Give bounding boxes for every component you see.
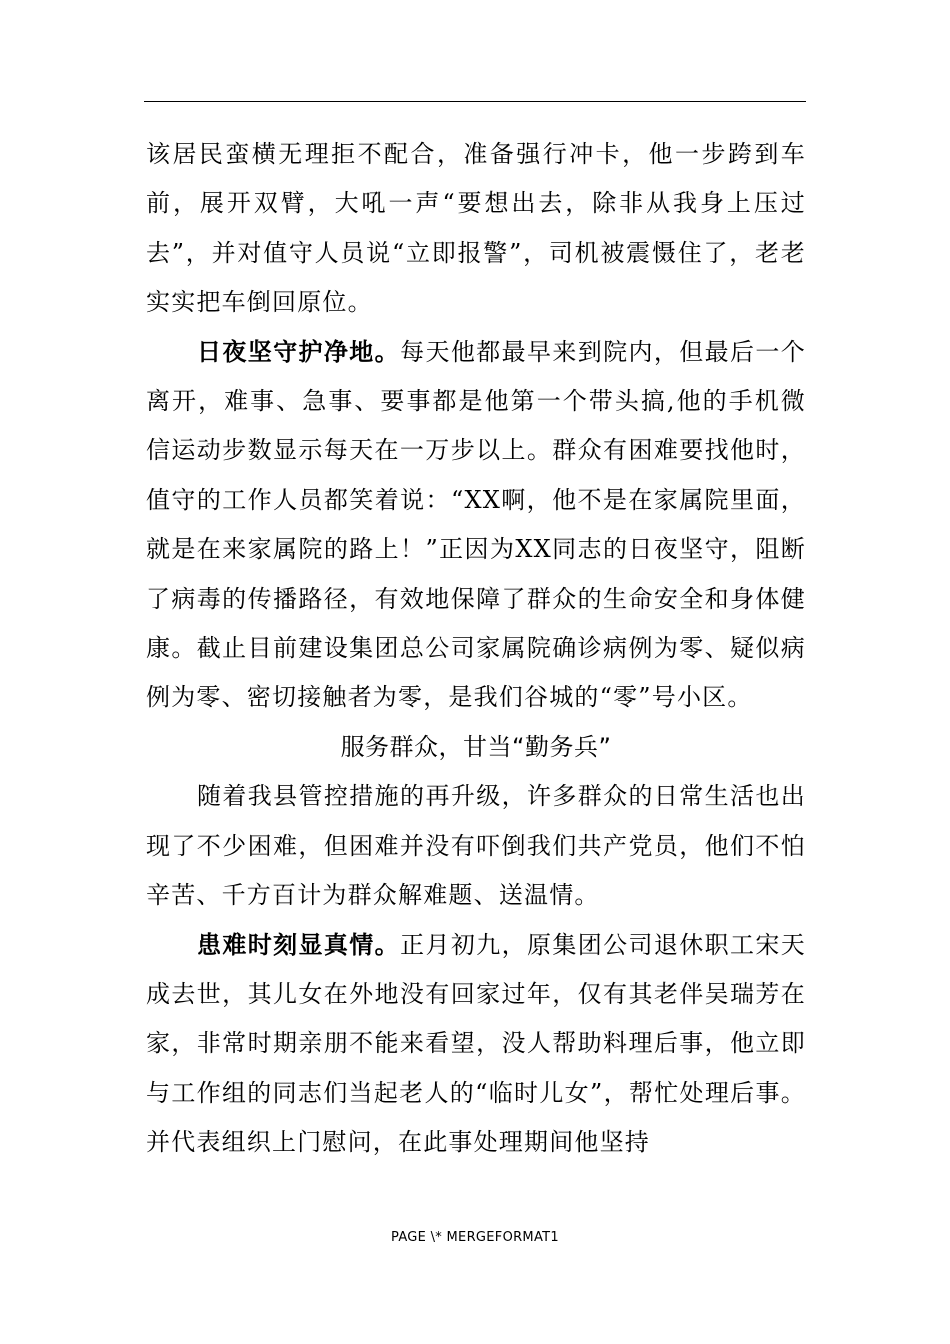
paragraph-1	[146, 130, 806, 328]
section-heading: 服务群众，甘当“勤务兵”	[340, 732, 612, 761]
page-footer: PAGE \* MERGEFORMAT1	[391, 1230, 559, 1245]
paragraph-2-lead: 日夜坚守护净地。	[197, 337, 401, 366]
paragraph-2-text: 每天他都最早来到院内，但最后一个离开，难事、急事、要事都是他第一个带头搞,他的手机微信运动步数显示每天在一万步以上。群众有困难要找他时，值守的工作人员都笑着说：“XX啊，他不是在家属院里面，就是在来家属院的路上！”正因为XX同志的日夜坚守，阻断了病毒的传播路径，有效地保障了群众的生命安全和身体健康。截止目前建设集团总公司家属院确诊病例为零、疑似病例为零、密切接触者为零，是我们谷城的“零”号小区。	[146, 337, 806, 712]
paragraph-4-text: 正月初九，原集团公司退休职工宋天成去世，其儿女在外地没有回家过年，仅有其老伴吴瑞芳在家，非常时期亲朋不能来看望，没人帮助料理后事，他立即与工作组的同志们当起老人的“临时儿女”，帮忙处理后事。并代表组织上门慰问，在此事处理期间他坚持	[146, 930, 806, 1157]
paragraph-1-text: 该居民蛮横无理拒不配合，准备强行冲卡，他一步跨到车前，展开双臂，大吼一声“要想出去，除非从我身上压过去”，并对值守人员说“立即报警”，司机被震慑住了，老老实实把车倒回原位。	[146, 140, 806, 317]
paragraph-3	[146, 772, 806, 920]
header-rule	[144, 101, 806, 102]
paragraph-4-lead: 患难时刻显真情。	[197, 930, 401, 959]
paragraph-2	[146, 328, 806, 723]
paragraph-3-text: 随着我县管控措施的再升级，许多群众的日常生活也出现了不少困难，但困难并没有吓倒我们共产党员，他们不怕辛苦、千方百计为群众解难题、送温情。	[146, 782, 806, 910]
body-text	[146, 130, 806, 1168]
paragraph-4	[146, 921, 806, 1168]
